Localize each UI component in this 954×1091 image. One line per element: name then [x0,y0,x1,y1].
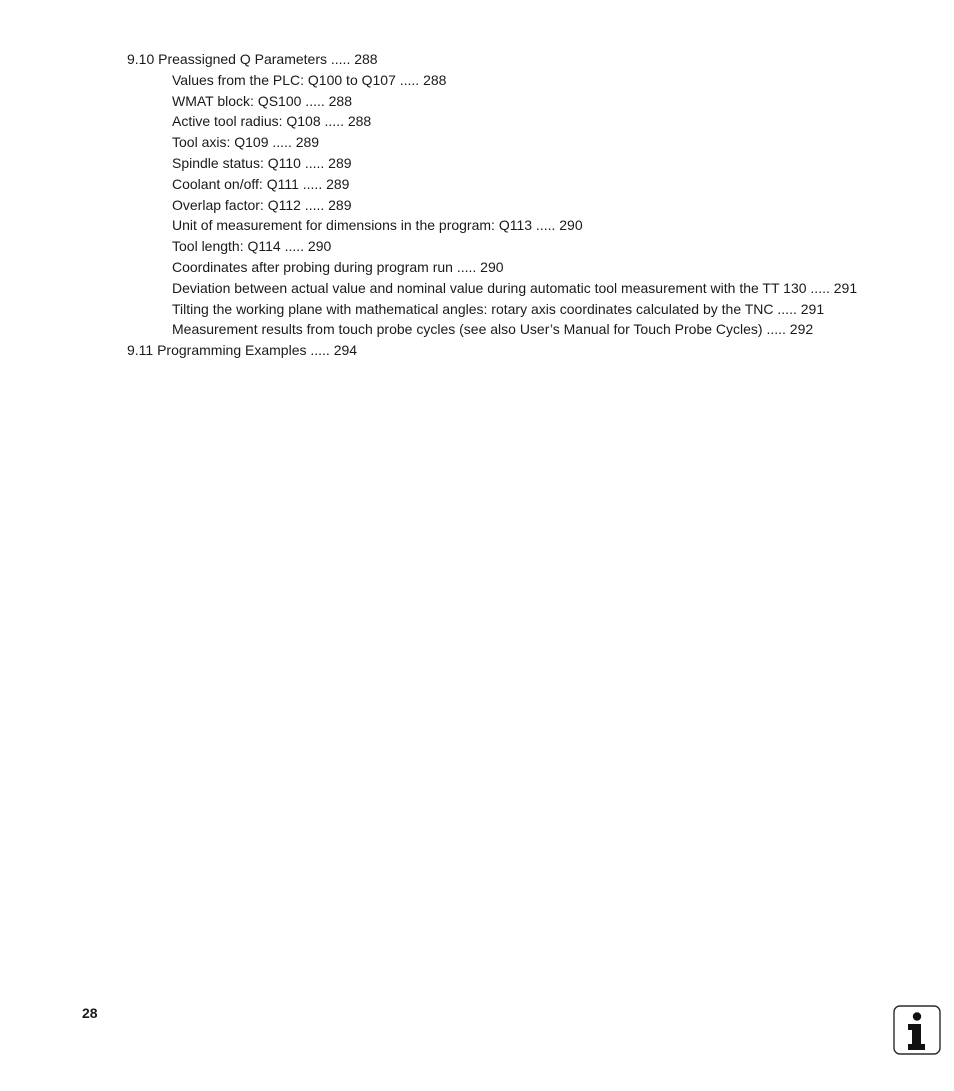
toc-entry[interactable]: Coordinates after probing during program run ..... 290 [172,258,504,275]
toc-entry[interactable]: Spindle status: Q110 ..... 289 [172,154,352,171]
toc-entry[interactable]: Tilting the working plane with mathematical angles: rotary axis coordinates calculated by the TNC ..... 291 [172,300,825,317]
toc-entry-section-9-11[interactable]: 9.11 Programming Examples ..... 294 [127,342,358,359]
toc-entry[interactable]: Deviation between actual value and nominal value during automatic tool measurement with the TT 130 ..... 291 [172,279,858,296]
toc-entry[interactable]: WMAT block: QS100 ..... 288 [172,92,352,109]
toc-entry[interactable]: Tool length: Q114 ..... 290 [172,238,332,255]
toc-entry[interactable]: Active tool radius: Q108 ..... 288 [172,113,372,130]
page-number: 28 [82,1005,98,1021]
toc-entry[interactable]: Tool axis: Q109 ..... 289 [172,134,320,151]
toc-entry[interactable]: Measurement results from touch probe cycles (see also User’s Manual for Touch Probe Cycles) ..... 292 [172,321,814,338]
toc-entry[interactable]: Coolant on/off: Q111 ..... 289 [172,175,350,192]
toc-entry[interactable]: Unit of measurement for dimensions in the program: Q113 ..... 290 [172,217,583,234]
toc-entry-section-9-10[interactable]: 9.10 Preassigned Q Parameters ..... 288 [127,51,378,67]
toc-entry[interactable]: Values from the PLC: Q100 to Q107 ..... 288 [172,71,447,88]
toc-entry[interactable]: Overlap factor: Q112 ..... 289 [172,196,352,213]
table-of-contents [127,49,927,361]
info-icon [893,1005,941,1055]
